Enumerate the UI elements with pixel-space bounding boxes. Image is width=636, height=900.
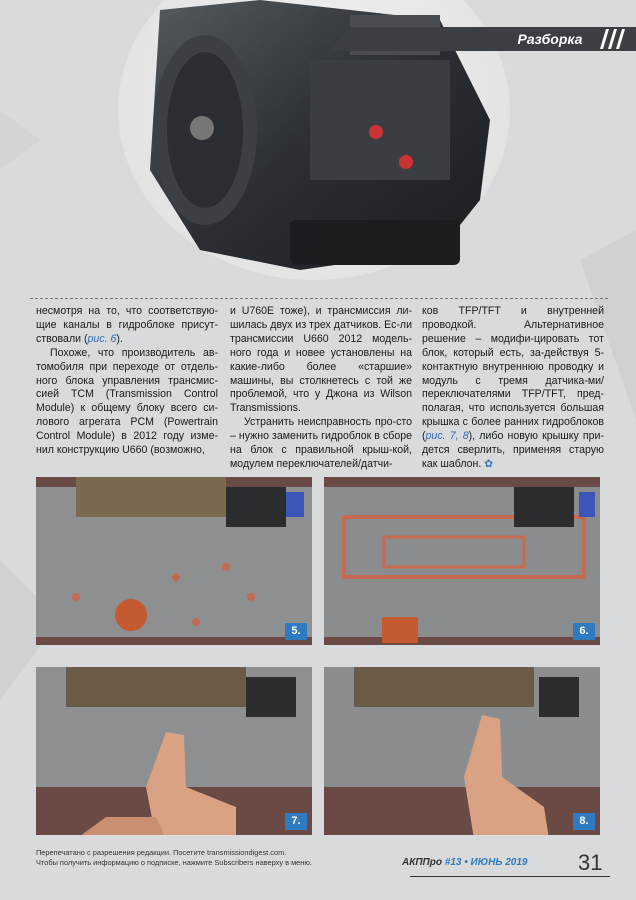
valve-body-photo-with-finger — [324, 667, 600, 835]
text: ков TFP/TFT и внутренней проводкой. Альтернативное решение – модифи-цировать тот блок, который есть, за-действуя 5-контактную внутреннюю проводку и модуль с тремя датчика-ми/переключателями TFP/TFT, пред-полагая, что используется большая крышка с более ранних гидроблоков ( — [422, 305, 604, 443]
reprint-note — [36, 848, 312, 868]
text: ). — [116, 332, 123, 345]
figure-7 — [36, 667, 312, 835]
reprint-line: Перепечатано с разрешения редакции. Посетите transmissiondigest.com. — [36, 848, 287, 857]
text-column-2 — [230, 305, 412, 472]
text-column-1 — [36, 305, 218, 458]
divider — [30, 298, 608, 299]
footer-rule — [410, 876, 610, 877]
valve-body-photo-with-finger — [36, 667, 312, 835]
text-column-3 — [422, 305, 604, 472]
figure-badge: 8. — [573, 813, 595, 830]
paragraph: Устранить неисправность про-сто – нужно заменить гидроблок в сборе на блок с правильной крыш-кой, модулем переключателей/датчи- — [230, 416, 412, 470]
section-title: Разборка — [517, 31, 583, 47]
paragraph — [36, 305, 218, 347]
figure-ref[interactable]: рис. 7, 8 — [425, 430, 469, 443]
figure-ref[interactable]: рис. 6 — [87, 332, 117, 345]
magazine-name: АКППро — [402, 857, 442, 868]
figure-5 — [36, 477, 312, 645]
text: несмотря на то, что соответствую-щие каналы в гидроблоке присут-ствовали ( — [36, 305, 218, 345]
paragraph: и U760E тоже), и трансмиссия ли-шилась двух из трех датчиков. Ес-ли трансмиссии U660 2012 модель-ного года и новее установлены на какие-либо более «старшие» машины, вы столкнетесь с той же проблемой, что у Джона из Wilson Transmissions. — [230, 305, 412, 415]
figure-badge: 7. — [285, 813, 307, 830]
issue-label: #13 • ИЮНЬ 2019 — [444, 857, 528, 868]
valve-body-photo — [324, 477, 600, 645]
end-mark-icon: ✿ — [484, 457, 494, 470]
figure-6 — [324, 477, 600, 645]
figure-8 — [324, 667, 600, 835]
page-number: 31 — [578, 850, 603, 875]
text: ), либо новую крышку при-дется сверлить, применяя старую как шаблон. — [422, 430, 605, 470]
valve-body-photo — [36, 477, 312, 645]
paragraph — [422, 305, 604, 472]
figure-badge: 6. — [573, 623, 595, 640]
stripes-decoration — [596, 29, 626, 49]
paragraph: Похоже, что производитель ав-томобиля при переходе от отдель-ного блока управления трансмис-сией TCM (Transmission Control Module) к общему блоку всего си-лового агрегата PCM (Powertrain Control Module) в 2012 году изме-нил конструкцию U660 (возможно, — [36, 346, 218, 457]
figure-badge: 5. — [285, 623, 307, 640]
subscription-line: Чтобы получить информацию о подписке, нажмите Subscribers наверху в меню. — [36, 858, 312, 867]
magazine-info — [402, 857, 527, 868]
